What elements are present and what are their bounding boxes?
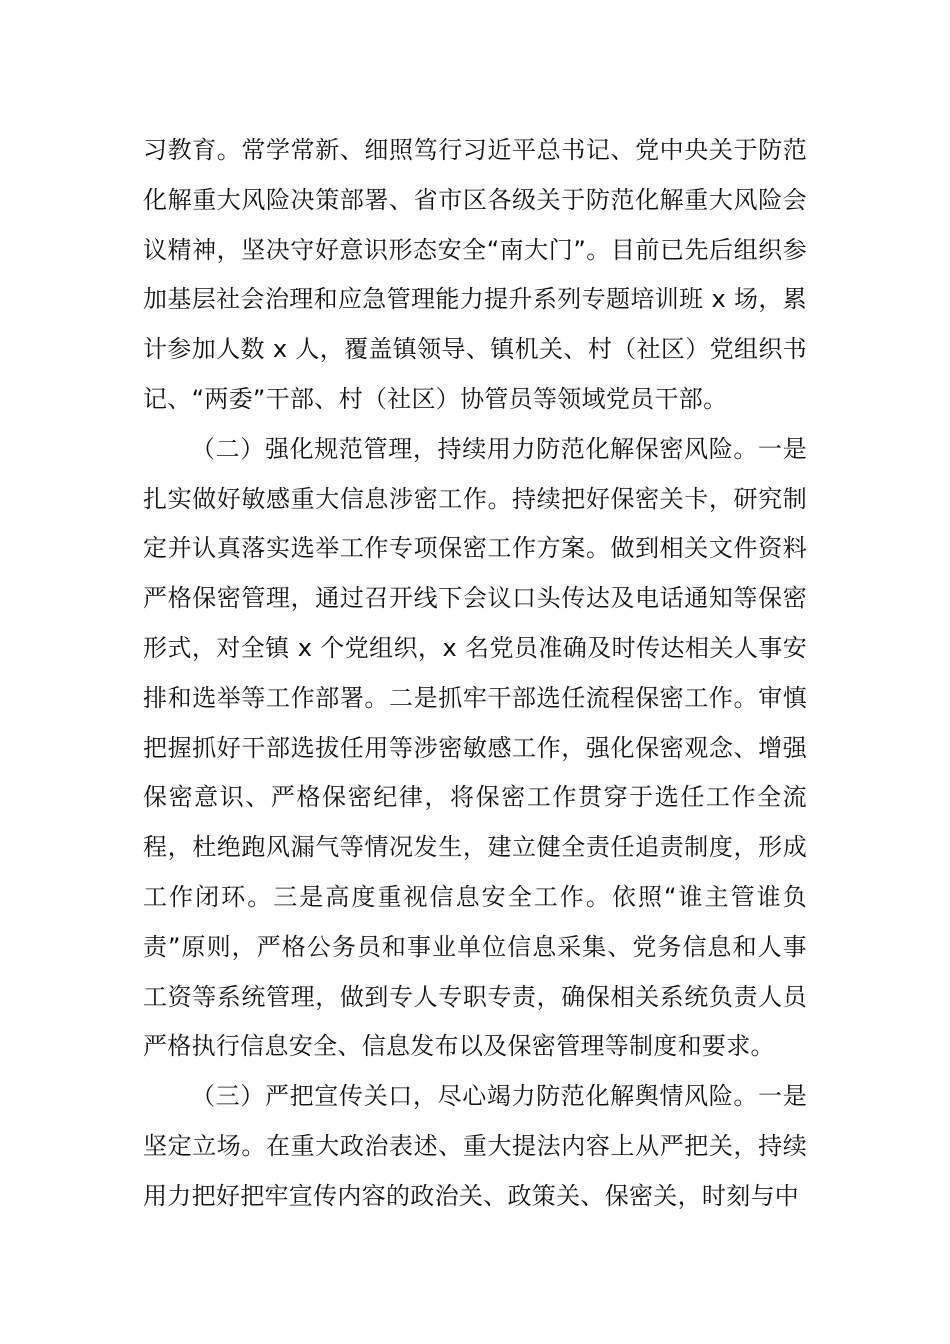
paragraph-3: （三）严把宣传关口，尽心竭力防范化解舆情风险。一是坚定立场。在重大政治表述、重大提法内容上从严把关，持续用力把好把牢宣传内容的政治关、政策关、保密关，时刻与中 [143,1082,807,1210]
paragraph-2: （二）强化规范管理，持续用力防范化解保密风险。一是扎实做好敏感重大信息涉密工作。持续把好保密关卡，研究制定并认真落实选举工作专项保密工作方案。做到相关文件资料严格保密管理，通过召开线下会议口头传达及电话通知等保密形式，对全镇 x 个党组织，x 名党员准确及时传达相关人事安排和选举等工作部署。二是抓牢干部选任流程保密工作。审慎把握抓好干部选拔任用等涉密敏感工作，强化保密观念、增强保密意识、严格保密纪律，将保密工作贯穿于选任工作全流程，杜绝跑风漏气等情况发生，建立健全责任追责制度，形成工作闭环。三是高度重视信息安全工作。依照“谁主管谁负责”原则，严格公务员和事业单位信息采集、党务信息和人事工资等系统管理，做到专人专职专责，确保相关系统负责人员严格执行信息安全、信息发布以及保密管理等制度和要求。 [143,434,807,1061]
paragraph-1: 习教育。常学常新、细照笃行习近平总书记、党中央关于防范化解重大风险决策部署、省市区各级关于防范化解重大风险会议精神，坚决守好意识形态安全“南大门”。目前已先后组织参加基层社会治理和应急管理能力提升系列专题培训班 x 场，累计参加人数 x 人，覆盖镇领导、镇机关、村（社区）党组织书记、“两委”干部、村（社区）协管员等领域党员干部。 [143,136,807,413]
document-body [143,126,807,1222]
